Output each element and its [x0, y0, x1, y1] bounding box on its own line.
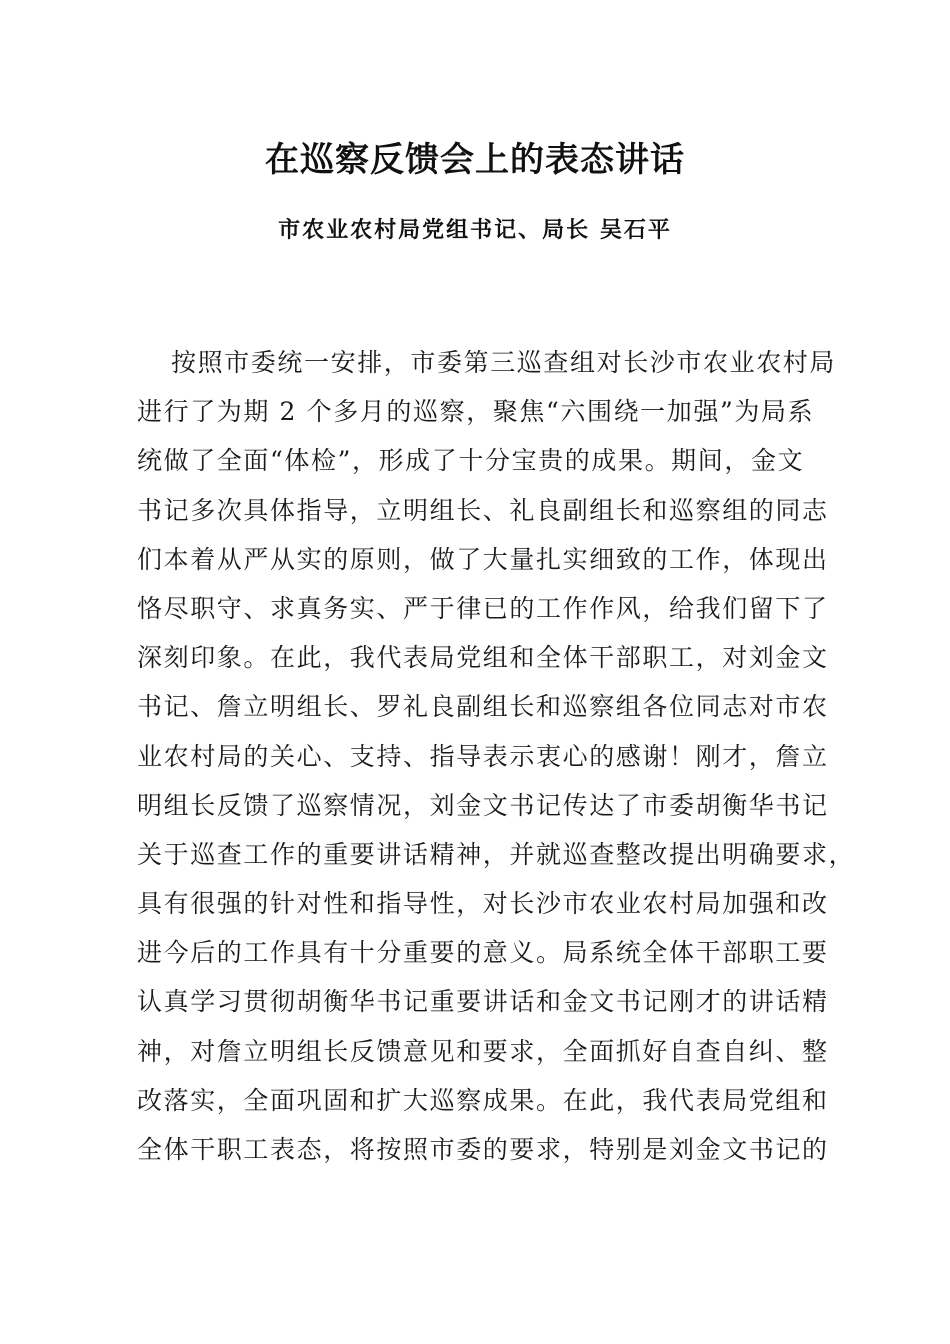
paragraph-line: 神，对詹立明组长反馈意见和要求，全面抓好自查自纠、整	[137, 1036, 829, 1066]
paragraph-line: 们本着从严从实的原则，做了大量扎实细致的工作，体现出	[137, 544, 829, 574]
paragraph-line: 改落实，全面巩固和扩大巡察成果。在此，我代表局党组和	[137, 1085, 829, 1115]
paragraph-line: 认真学习贯彻胡衡华书记重要讲话和金文书记刚才的讲话精	[137, 987, 829, 1017]
paragraph-line: 明组长反馈了巡察情况，刘金文书记传达了市委胡衡华书记	[137, 790, 829, 820]
paragraph-line: 进行了为期 2 个多月的巡察，聚焦“六围绕一加强”为局系	[137, 397, 815, 427]
paragraph-line: 书记多次具体指导，立明组长、礼良副组长和巡察组的同志	[137, 495, 829, 525]
paragraph-line: 进今后的工作具有十分重要的意义。局系统全体干部职工要	[137, 938, 829, 968]
paragraph-line: 业农村局的关心、支持、指导表示衷心的感谢！刚才，詹立	[137, 741, 829, 771]
paragraph-line: 统做了全面“体检”，形成了十分宝贵的成果。期间，金文	[137, 446, 805, 476]
document-subtitle: 市农业农村局党组书记、局长 吴石平	[278, 217, 672, 243]
paragraph-line: 关于巡查工作的重要讲话精神，并就巡查整改提出明确要求，	[137, 839, 856, 869]
paragraph-line: 深刻印象。在此，我代表局党组和全体干部职工，对刘金文	[137, 643, 829, 673]
paragraph-line: 全体干职工表态，将按照市委的要求，特别是刘金文书记的	[137, 1135, 829, 1164]
paragraph-line: 恪尽职守、求真务实、严于律已的工作作风，给我们留下了	[137, 593, 829, 623]
paragraph-line: 具有很强的针对性和指导性，对长沙市农业农村局加强和改	[137, 889, 829, 919]
body-paragraph	[137, 338, 856, 1174]
paragraph-line: 书记、詹立明组长、罗礼良副组长和巡察组各位同志对市农	[137, 692, 829, 722]
document-title: 在巡察反馈会上的表态讲话	[265, 140, 685, 180]
paragraph-line: 按照市委统一安排，市委第三巡查组对长沙市农业农村局	[171, 348, 837, 377]
